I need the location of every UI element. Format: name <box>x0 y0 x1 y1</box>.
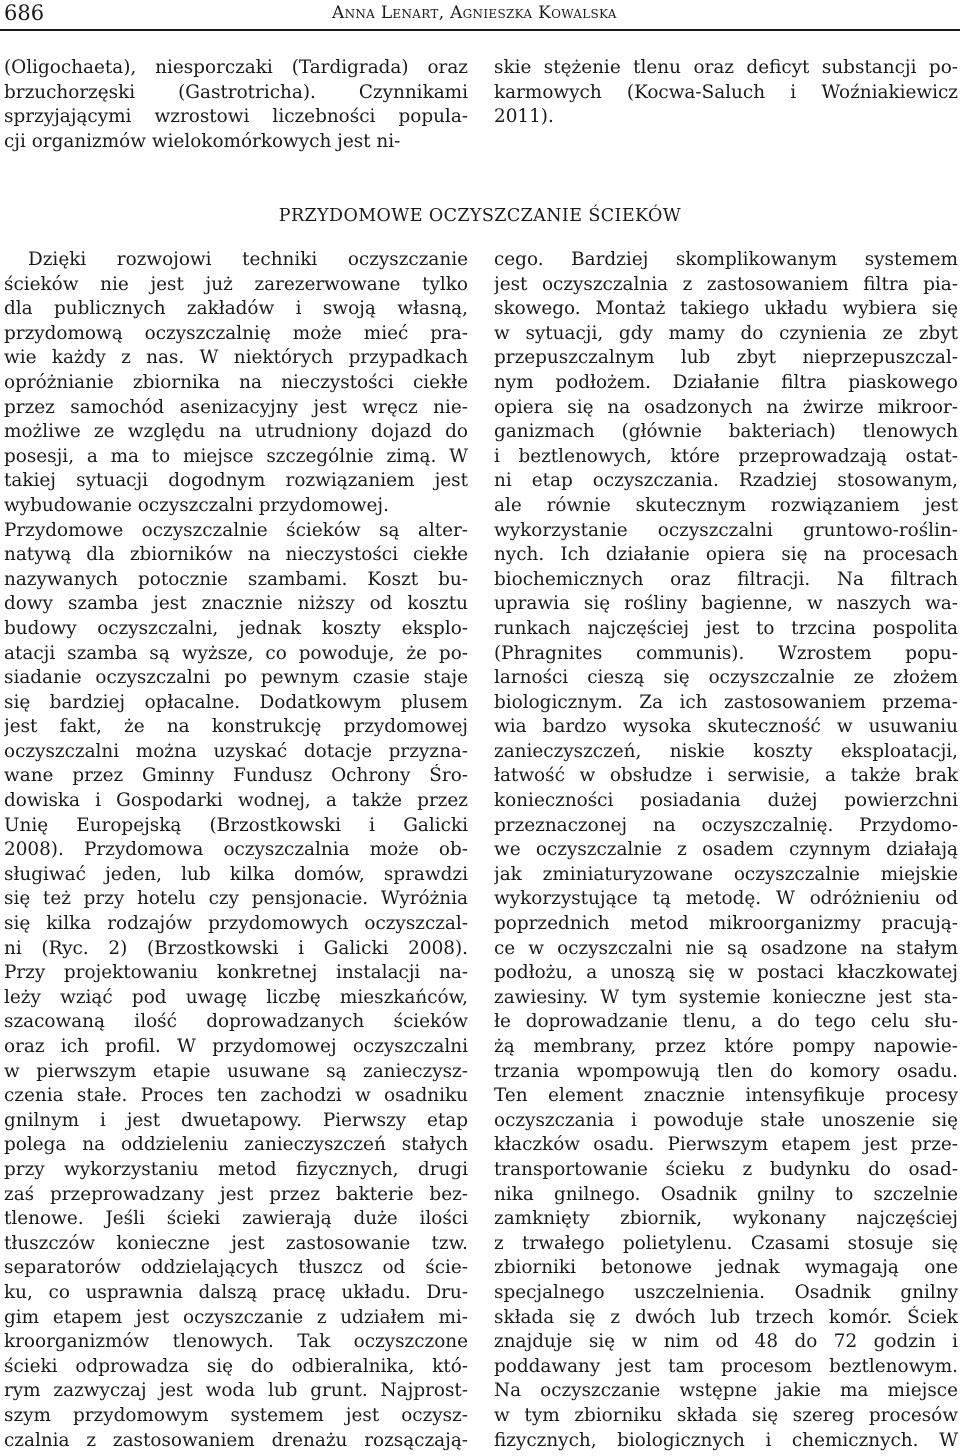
top-left-column <box>4 56 468 154</box>
text-line: nym podłożem. Działanie filtra piaskowego <box>494 371 958 393</box>
header-rule <box>0 29 960 31</box>
text-line: opiera się na osadzonych na żwirze mikroor- <box>494 396 958 418</box>
text-line: runkach najczęściej jest to trzcina pospolita <box>494 617 958 639</box>
text-line: gnilnym i jest dwuetapowy. Pierwszy etap <box>4 1109 468 1131</box>
text-line: natywą dla zbiorników na nieczystości ciekłe <box>4 544 468 566</box>
text-line: kłaczków osadu. Pierwszym etapem jest prze- <box>494 1134 958 1156</box>
text-line: kroorganizmów tlenowych. Tak oczyszczone <box>4 1331 468 1353</box>
text-line: 2008). Przydomowa oczyszczalnia może ob- <box>4 839 468 861</box>
text-line: transportowanie ścieku z budynku do osad- <box>494 1158 958 1180</box>
text-line: w sytuacji, gdy mamy do czynienia ze zbyt <box>494 322 958 344</box>
text-line: oczyszczalni można uzyskać dotacje przyzna- <box>4 740 468 762</box>
text-line: wybudowanie oczyszczalni przydomowej. <box>4 494 389 516</box>
text-line: oraz ich profil. W przydomowej oczyszczalni <box>4 1036 468 1057</box>
text-line: leży wziąć pod uwagę liczbę mieszkańców, <box>4 986 468 1008</box>
text-line: uprawia się rośliny bagienne, w naszych wa- <box>494 593 958 615</box>
text-line: 2011). <box>494 106 554 128</box>
text-line: ścieków nie jest już zarezerwowane tylko <box>4 273 468 295</box>
text-line: łatwość w obsłudze i serwisie, a także brak <box>494 765 958 787</box>
text-line: karmowych (Kocwa-Saluch i Woźniakiewicz <box>494 81 958 103</box>
text-line: szym przydomowym systemem jest oczysz- <box>4 1404 468 1426</box>
text-line: (Phragnites communis). Wzrostem popu- <box>494 642 958 664</box>
text-line: polega na oddzieleniu zanieczyszczeń stałych <box>4 1134 468 1156</box>
text-line: skowego. Montaż takiego układu wybiera się <box>494 298 958 320</box>
text-line: fizycznych, biologicznych i chemicznych. W <box>494 1429 958 1451</box>
text-line: ce w oczyszczalni nie są osadzone na stałym <box>494 937 958 959</box>
text-line: cego. Bardziej skomplikowanym systemem <box>494 249 958 270</box>
text-line: posesji, a ma to miejsce szczególnie zimą. W <box>4 445 468 467</box>
text-line: przez samochód asenizacyjny jest wręcz nie- <box>4 396 468 418</box>
text-line: dowiska i Gospodarki wodnej, a także przez <box>4 790 468 812</box>
text-line: się kilka rodzajów przydomowych oczyszczal- <box>4 913 468 935</box>
section-heading: PRZYDOMOWE OCZYSZCZANIE ŚCIEKÓW <box>278 206 682 226</box>
text-line: możliwe ze względu na utrudniony dojazd do <box>4 421 468 443</box>
text-line: Dzięki rozwojowi techniki oczyszczanie <box>28 249 468 270</box>
text-line: wykorzystanie oczyszczalni gruntowo-roślin- <box>494 519 958 541</box>
text-line: konieczności posiadania dużej powierzchni <box>494 790 958 812</box>
text-line: atacji szamba są wyższe, co powoduje, że po- <box>4 642 468 664</box>
text-line: oczyszczania i powoduje stałe unoszenie się <box>494 1109 958 1131</box>
text-line: wykorzystujące tą metodę. W odróżnieniu od <box>494 888 958 910</box>
text-line: ni etap oczyszczania. Rzadziej stosowanym, <box>494 470 958 492</box>
text-line: ganizmach (głównie bakteriach) tlenowych <box>494 421 958 443</box>
text-line: tlenowe. Jeśli ścieki zawierają duże ilości <box>4 1208 468 1230</box>
text-line: siadanie oczyszczalni po pewnym czasie staje <box>4 667 468 689</box>
text-line: rym zazwyczaj jest woda lub grunt. Najprost- <box>4 1380 468 1402</box>
text-line: Ten element znacznie intensyfikuje procesy <box>494 1085 958 1107</box>
text-line: tłuszczów konieczne jest zastosowanie tzw. <box>4 1232 468 1254</box>
text-line: wane przez Gminny Fundusz Ochrony Śro- <box>4 765 468 787</box>
text-line: zawiesiny. W tym systemie konieczne jest sta- <box>494 986 958 1008</box>
text-line: przepuszczalnym lub zbyt nieprzepuszczal- <box>494 347 958 369</box>
text-line: poprzednich metod mikroorganizmy pracują- <box>494 913 958 935</box>
text-line: z trwałego polietylenu. Czasami stosuje się <box>494 1232 958 1254</box>
text-line: biologicznym. Za ich zastosowaniem przema- <box>494 691 958 713</box>
text-line: czalnia z zastosowaniem drenażu rozsączają- <box>4 1429 468 1451</box>
text-line: składa się z dwóch lub trzech komór. Ściek <box>494 1306 958 1328</box>
text-line: takiej sytuacji dogodnym rozwiązaniem jest <box>4 470 468 492</box>
text-line: przydomową oczyszczalnię może mieć pra- <box>4 322 468 344</box>
top-right-column <box>494 56 958 130</box>
text-line: znajduje się w nim od 48 do 72 godzin i <box>494 1331 958 1353</box>
text-line: nika gnilnego. Osadnik gnilny to szczelnie <box>494 1183 958 1205</box>
text-line: Na oczyszczanie wstępne jakie ma miejsce <box>494 1380 958 1402</box>
text-line: skie stężenie tlenu oraz deficyt substancji po- <box>494 57 958 78</box>
text-line: specjalnego uszczelnienia. Osadnik gnilny <box>494 1281 958 1303</box>
text-line: się też przy hotelu czy pensjonacie. Wyróżnia <box>4 888 468 910</box>
text-line: ale równie skutecznym rozwiązaniem jest <box>494 494 958 516</box>
text-line: i beztlenowych, które przeprowadzają ostat- <box>494 445 958 467</box>
text-line: żą membrany, przez które pompy napowie- <box>494 1036 958 1057</box>
text-line: zaś przeprowadzany jest przez bakterie bez- <box>4 1183 468 1205</box>
running-head: Anna Lenart, Agnieszka Kowalska <box>332 3 617 23</box>
text-line: opróżnianie zbiornika na nieczystości ciekłe <box>4 371 468 393</box>
text-line: podłożu, a unoszą się w postaci kłaczkowatej <box>494 962 958 984</box>
text-line: łe doprowadzanie tlenu, a do tego celu słu- <box>494 1011 958 1033</box>
text-line: zamknięty zbiornik, wykonany najczęściej <box>494 1208 958 1230</box>
main-left-column <box>4 248 468 1453</box>
text-line: przeznaczonej na oczyszczalnię. Przydomo- <box>494 814 958 836</box>
text-line: sługiwać jeden, lub kilka domów, sprawdzi <box>4 863 468 885</box>
text-line: w tym zbiorniku składa się szereg procesów <box>494 1404 958 1426</box>
text-line: cji organizmów wielokomórkowych jest ni- <box>4 130 401 152</box>
text-line: we oczyszczalnie z osadem czynnym działają <box>494 839 958 861</box>
text-line: Przy projektowaniu konkretnej instalacji na- <box>4 962 468 984</box>
text-line: Unię Europejską (Brzostkowski i Galicki <box>4 814 468 836</box>
text-line: separatorów oddzielających tłuszcz od ście- <box>4 1257 468 1279</box>
text-line: nych. Ich działanie opiera się na procesach <box>494 544 958 566</box>
page-header <box>0 0 960 28</box>
text-line: dowy szamba jest znacznie niższy od kosztu <box>4 593 468 615</box>
text-line: jak zminiaturyzowane oczyszczalnie miejskie <box>494 863 958 885</box>
page-number: 686 <box>4 1 45 25</box>
text-line: wie każdy z nas. W niektórych przypadkach <box>4 347 468 369</box>
text-line: ni (Ryc. 2) (Brzostkowski i Galicki 2008). <box>4 937 468 959</box>
text-line: zbiorniki betonowe jednak wymagają one <box>494 1257 958 1279</box>
text-line: jest fakt, że na konstrukcję przydomowej <box>4 716 468 738</box>
text-line: w pierwszym etapie usuwane są zanieczysz- <box>4 1060 468 1082</box>
text-line: się bardziej opłacalne. Dodatkowym plusem <box>4 691 468 713</box>
text-line: szacowaną ilość doprowadzanych ścieków <box>4 1011 468 1033</box>
text-line: biochemicznych oraz filtracji. Na filtrach <box>494 568 958 590</box>
main-right-column <box>494 248 958 1453</box>
text-line: sprzyjającymi wzrostowi liczebności popula- <box>4 106 468 128</box>
text-line: trzania wpompowują tlen do komory osadu. <box>494 1060 958 1082</box>
text-line: brzuchorzęski (Gastrotricha). Czynnikami <box>4 81 468 103</box>
text-line: poddawany jest tam procesom beztlenowym. <box>494 1355 958 1377</box>
text-line: nazywanych potocznie szambami. Koszt bu- <box>4 568 468 590</box>
text-line: (Oligochaeta), niesporczaki (Tardigrada) oraz <box>4 57 468 78</box>
text-line: budowy oczyszczalni, jednak koszty eksplo- <box>4 617 468 639</box>
text-line: zanieczyszczeń, niskie koszty eksploatacji, <box>494 740 958 762</box>
text-line: Przydomowe oczyszczalnie ścieków są alter- <box>4 519 468 541</box>
text-line: jest oczyszczalnia z zastosowaniem filtra pia- <box>494 273 958 295</box>
text-line: dla publicznych zakładów i swoją własną, <box>4 298 468 320</box>
text-line: czenia stałe. Proces ten zachodzi w osadniku <box>4 1085 468 1107</box>
text-line: larności cieszą się oczyszczalnie ze złożem <box>494 667 958 689</box>
text-line: przy wykorzystaniu metod fizycznych, drugi <box>4 1158 468 1180</box>
text-line: ku, co usprawnia dalszą pracę układu. Dru- <box>4 1281 468 1303</box>
text-line: gim etapem jest oczyszczanie z udziałem mi- <box>4 1306 468 1328</box>
text-line: ścieki odprowadza się do odbieralnika, któ- <box>4 1355 468 1377</box>
text-line: wia bardzo wysoka skuteczność w usuwaniu <box>494 716 958 738</box>
